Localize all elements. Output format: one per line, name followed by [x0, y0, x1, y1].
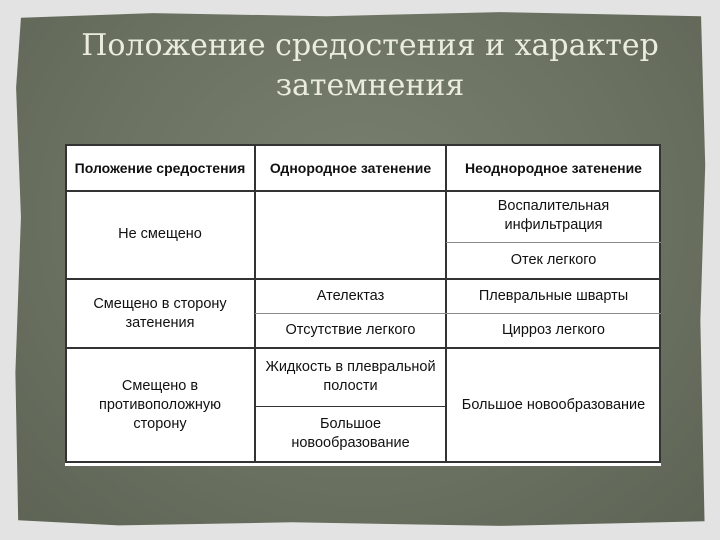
row3-position: Смещено в противоположную сторону [99, 377, 221, 432]
row2-heterogeneous-2: Цирроз легкого [502, 322, 605, 338]
row3-heterogeneous: Большое новообразование [461, 396, 646, 413]
row2-heterogeneous-1: Плевральные шварты [478, 287, 629, 304]
row1-heterogeneous-2: Отек легкого [510, 252, 597, 268]
header-heterogeneous: Неоднородное затенение [465, 159, 642, 176]
row2-position: Смещено в сторону затенения [93, 295, 227, 331]
header-homogeneous: Однородное затенение [269, 159, 432, 176]
row1-bottom-border [65, 278, 661, 280]
row1-heterogeneous-1: Воспалительная инфильтрация [497, 198, 610, 233]
slide-title [60, 26, 680, 106]
column-divider-1 [254, 144, 256, 463]
row3-homogeneous-1: Жидкость в плевральной полости [265, 359, 436, 394]
row2-sub-divider [255, 313, 661, 314]
header-bottom-border [65, 190, 661, 192]
row3-sub-divider [255, 406, 446, 407]
column-divider-2 [445, 144, 447, 463]
table-top-border [65, 144, 661, 146]
table-left-border [65, 144, 67, 463]
row2-homogeneous-1: Ателектаз [316, 287, 385, 304]
row1-homogeneous [255, 190, 446, 279]
table-right-border [659, 144, 661, 463]
row1-sub-divider [446, 242, 661, 243]
row3-homogeneous-2: Большое новообразование [291, 416, 410, 451]
row2-bottom-border [65, 347, 661, 349]
table-bottom-border [65, 461, 661, 463]
row2-homogeneous-2: Отсутствие легкого [285, 322, 416, 338]
title-line-2: затемнения [275, 68, 465, 103]
title-line-1: Положение средостения и характер [81, 28, 659, 63]
header-position: Положение средостения [74, 159, 246, 176]
row1-position: Не смещено [118, 226, 202, 242]
mediastinum-table [65, 144, 661, 466]
